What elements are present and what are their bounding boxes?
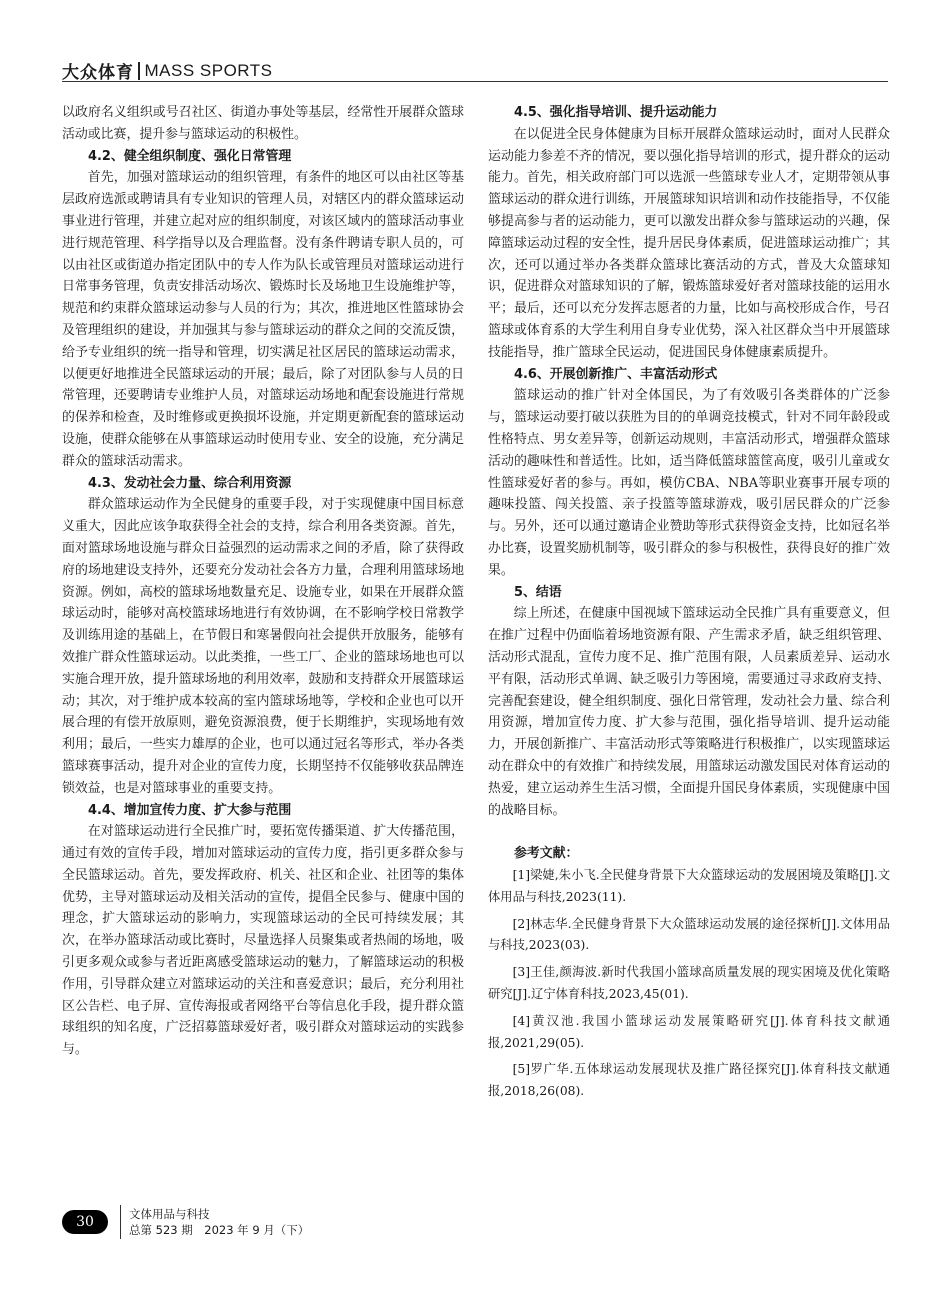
- section-heading-5: 5、结语: [514, 584, 562, 600]
- page-footer: [62, 1205, 309, 1239]
- reference-item: [2]林志华.全民健身背景下大众篮球运动发展的途径探析[J].文体用品与科技,2023(03).: [488, 916, 890, 953]
- paragraph-continued: 以政府名义组织或号召社区、街道办事处等基层，经常性开展群众篮球活动或比赛，提升参与篮球运动的积极性。: [62, 105, 464, 142]
- journal-title-en: MASS SPORTS: [144, 60, 273, 80]
- section-heading-4-2: 4.2、健全组织制度、强化日常管理: [88, 148, 292, 164]
- section-heading-4-5: 4.5、强化指导培训、提升运动能力: [514, 105, 718, 120]
- paragraph-4-3: 群众篮球运动作为全民健身的重要手段，对于实现健康中国目标意义重大，因此应该争取获得全社会的支持，综合利用各类资源。首先，面对篮球场地设施与群众日益强烈的运动需求之间的矛盾，除了获得政府的场地建设支持外，还要充分发动社会各方力量，合理利用篮球场地资源。例如，高校的篮球场地数量充足、设施专业，如果在开展群众篮球运动时，能够对高校篮球场地进行有效协调，在不影响学校日常教学及训练用途的基础上，在节假日和寒暑假向社会提供开放服务，能够有效推广群众性篮球运动。以此类推，一些工厂、企业的篮球场地也可以实施合理开放，提升篮球场地的利用效率，鼓励和支持群众开展篮球运动；其次，对于维护成本较高的室内篮球场地等，学校和企业也可以开展合理的有偿开放原则，避免资源浪费，便于长期维护，实现场地有效利用；最后，一些实力雄厚的企业，也可以通过冠名等形式，举办各类篮球赛事活动，提升对企业的宣传力度，长期坚持不仅能够收获品牌连锁效益，也是对篮球事业的重要支持。: [62, 497, 464, 796]
- right-column: [488, 102, 890, 1103]
- section-heading-4-3: 4.3、发动社会力量、综合利用资源: [88, 475, 292, 491]
- left-column: [62, 102, 464, 1061]
- paragraph-4-4: 在对篮球运动进行全民推广时，要拓宽传播渠道、扩大传播范围，通过有效的宣传手段，增加对篮球运动的宣传力度，指引更多群众参与全民篮球运动。首先，要发挥政府、机关、社区和企业、社团等的集体优势，主导对篮球运动及相关活动的宣传，提倡全民参与、健康中国的理念，扩大篮球运动的影响力，实现篮球运动的全民可持续发展；其次，在举办篮球活动或比赛时，尽量选择人员聚集或者热闹的场地，吸引更多观众或参与者近距离感受篮球运动的魅力，了解篮球运动的积极作用，引导群众建立对篮球运动的关注和喜爱意识；最后，充分利用社区公告栏、电子屏、宣传海报或者网络平台等信息化手段，提升群众篮球组织的知名度，广泛招募篮球爱好者，吸引群众对篮球运动的实践参与。: [62, 824, 464, 1058]
- reference-item: [3]王佳,颜海波.新时代我国小篮球高质量发展的现实困境及优化策略研究[J].辽宁体育科技,2023,45(01).: [488, 965, 890, 1002]
- header-rule: [62, 81, 888, 82]
- reference-item: [5]罗广华.五体球运动发展现状及推广路径探究[J].体育科技文献通报,2018,26(08).: [488, 1062, 890, 1099]
- header-divider: [138, 62, 140, 80]
- paragraph-4-5: 在以促进全民身体健康为目标开展群众篮球运动时，面对人民群众运动能力参差不齐的情况，要以强化指导培训的形式，提升群众的运动能力。首先，相关政府部门可以选派一些篮球专业人才，定期带领从事篮球运动的群众进行训练，开展篮球知识培训和动作技能指导，不仅能够提高参与者的运动能力，更可以激发出群众参与篮球运动的兴趣，保障篮球运动过程的安全性，提升居民身体素质，促进篮球运动推广；其次，还可以通过举办各类群众篮球比赛活动的方式，普及大众篮球知识，促进群众对篮球知识的了解，锻炼篮球爱好者对篮球技能的运用水平；最后，还可以充分发挥志愿者的力量，比如与高校形成合作，号召篮球或体育系的大学生利用自身专业优势，深入社区群众当中开展篮球技能指导，推广篮球全民运动，促进国民身体健康素质提升。: [488, 126, 890, 360]
- footer-issue: 总第 523 期 2023 年 9 月（下）: [129, 1223, 310, 1237]
- journal-header: [62, 58, 273, 83]
- paragraph-4-2: 首先，加强对篮球运动的组织管理，有条件的地区可以由社区等基层政府选派或聘请具有专业知识的管理人员，对辖区内的群众篮球运动事业进行管理，并建立起对应的组织制度，对该区域内的篮球活动事业进行规范管理、科学指导以及合理监督。没有条件聘请专职人员的，可以由社区或街道办指定团队中的专人作为队长或管理员对篮球运动进行日常事务管理，负责安排活动场次、锻炼时长及场地卫生设施维护等，规范和约束群众篮球运动参与人员的行为；其次，推进地区性篮球协会及管理组织的建设，并加强其与参与篮球运动的群众之间的交流反馈，给予专业组织的统一指导和管理，切实满足社区居民的篮球运动需求，以便更好地推进全民篮球运动的开展；最后，除了对团队参与人员的日常管理，还要聘请专业维护人员，对篮球运动场地和配套设施进行常规的保养和检查，及时维修或更换损坏设施，并定期更新配套的篮球运动设施，使群众能够在从事篮球运动时使用专业、安全的设施，充分满足群众的篮球活动需求。: [62, 170, 464, 469]
- paragraph-4-6: 篮球运动的推广针对全体国民，为了有效吸引各类群体的广泛参与，篮球运动要打破以获胜为目的的单调竞技模式，针对不同年龄段或性格特点、男女差异等，创新运动规则，丰富活动形式，增强群众篮球活动的趣味性和普适性。比如，适当降低篮球篮筐高度，吸引儿童或女性篮球爱好者的参与。再如，模仿CBA、NBA等职业赛事开展专项的趣味投篮、闯关投篮、亲子投篮等篮球游戏，吸引居民群众的广泛参与。另外，还可以通过邀请企业赞助等形式获得资金支持，比如冠名举办比赛，设置奖励机制等，吸引群众的参与积极性，获得良好的推广效果。: [488, 388, 890, 578]
- footer-text: [129, 1206, 309, 1238]
- paragraph-5: 综上所述，在健康中国视域下篮球运动全民推广具有重要意义，但在推广过程中仍面临着场地资源有限、产生需求矛盾，缺乏组织管理、活动形式混乱，宣传力度不足、推广范围有限，人员素质差异、运动水平有限，活动形式单调、缺乏吸引力等困境，需要通过寻求政府支持、完善配套建设，健全组织制度、强化日常管理，发动社会力量、综合利用资源，增加宣传力度、扩大参与范围，强化指导培训、提升运动能力，开展创新推广、丰富活动形式等策略进行积极推广，以实现篮球运动在群众中的有效推广和持续发展，用篮球运动激发国民对体育运动的热爱，建立运动养生生活习惯，全面提升国民身体素质，实现健康中国的战略目标。: [488, 606, 890, 818]
- footer-journal: 文体用品与科技: [129, 1207, 210, 1221]
- reference-item: [1]梁婕,朱小飞.全民健身背景下大众篮球运动的发展困境及策略[J].文体用品与科技,2023(11).: [488, 868, 890, 904]
- section-heading-4-4: 4.4、增加宣传力度、扩大参与范围: [88, 802, 292, 818]
- references-title: 参考文献：: [514, 846, 579, 862]
- footer-divider: [120, 1205, 121, 1239]
- reference-item: [4]黄汉池.我国小篮球运动发展策略研究[J].体育科技文献通报,2021,29(05).: [488, 1013, 890, 1050]
- section-heading-4-6: 4.6、开展创新推广、丰富活动形式: [514, 366, 718, 382]
- journal-title-cn: 大众体育: [62, 63, 134, 83]
- page-number: 30: [62, 1210, 108, 1234]
